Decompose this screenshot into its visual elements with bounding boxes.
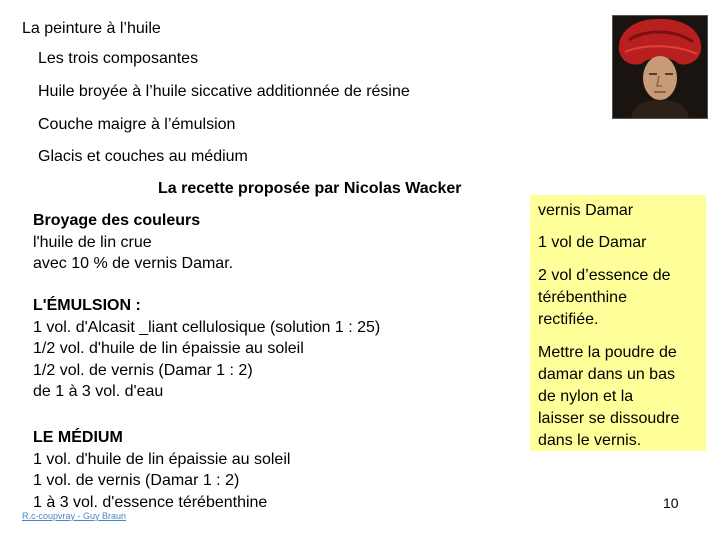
note-line: Mettre la poudre de bbox=[538, 344, 677, 361]
item-glacis: Glacis et couches au médium bbox=[38, 148, 248, 165]
note-line: laisser se dissoudre bbox=[538, 410, 680, 427]
note-line: dans le vernis. bbox=[538, 432, 642, 449]
note-line: térébenthine bbox=[538, 289, 627, 306]
portrait-image bbox=[612, 15, 708, 119]
slide-title: La peinture à l’huile bbox=[22, 20, 161, 37]
note-line: damar dans un bas bbox=[538, 366, 675, 383]
section-heading: LE MÉDIUM bbox=[33, 429, 123, 446]
item-huile-broyee: Huile broyée à l’huile siccative additionnée de résine bbox=[38, 83, 410, 100]
section-line: de 1 à 3 vol. d'eau bbox=[33, 383, 164, 400]
section-line: l'huile de lin crue bbox=[33, 233, 152, 251]
section-line: 1 vol. de vernis (Damar 1 : 2) bbox=[33, 472, 240, 489]
footer-author-link[interactable]: R.c-coupvray - Guy Braun bbox=[22, 511, 127, 521]
section-heading: Broyage des couleurs bbox=[33, 212, 201, 229]
item-trois-composantes: Les trois composantes bbox=[38, 50, 199, 67]
section-line: 1/2 vol. d'huile de lin épaissie au soleil bbox=[33, 340, 304, 357]
note-line: de nylon et la bbox=[538, 388, 634, 405]
note-line: vernis Damar bbox=[538, 202, 634, 219]
page-number: 10 bbox=[663, 495, 679, 511]
damar-note-box bbox=[530, 195, 706, 451]
section-line: 1 à 3 vol. d'essence térébenthine bbox=[33, 493, 268, 511]
section-emulsion bbox=[33, 295, 380, 403]
item-couche-maigre: Couche maigre à l’émulsion bbox=[38, 116, 236, 133]
section-broyage bbox=[33, 210, 233, 275]
note-line: rectifiée. bbox=[538, 311, 599, 328]
section-line: avec 10 % de vernis Damar. bbox=[33, 255, 234, 272]
note-line: 2 vol d’essence de bbox=[538, 267, 671, 284]
section-heading: L'ÉMULSION : bbox=[33, 297, 141, 314]
note-line: 1 vol de Damar bbox=[538, 234, 647, 251]
section-medium bbox=[33, 427, 290, 513]
section-line: 1 vol. d'Alcasit _liant cellulosique (solution 1 : 25) bbox=[33, 318, 381, 336]
section-line: 1/2 vol. de vernis (Damar 1 : 2) bbox=[33, 361, 253, 379]
portrait-man-red-turban-icon bbox=[613, 16, 707, 118]
recipe-title: La recette proposée par Nicolas Wacker bbox=[158, 180, 462, 197]
section-line: 1 vol. d'huile de lin épaissie au soleil bbox=[33, 450, 291, 468]
